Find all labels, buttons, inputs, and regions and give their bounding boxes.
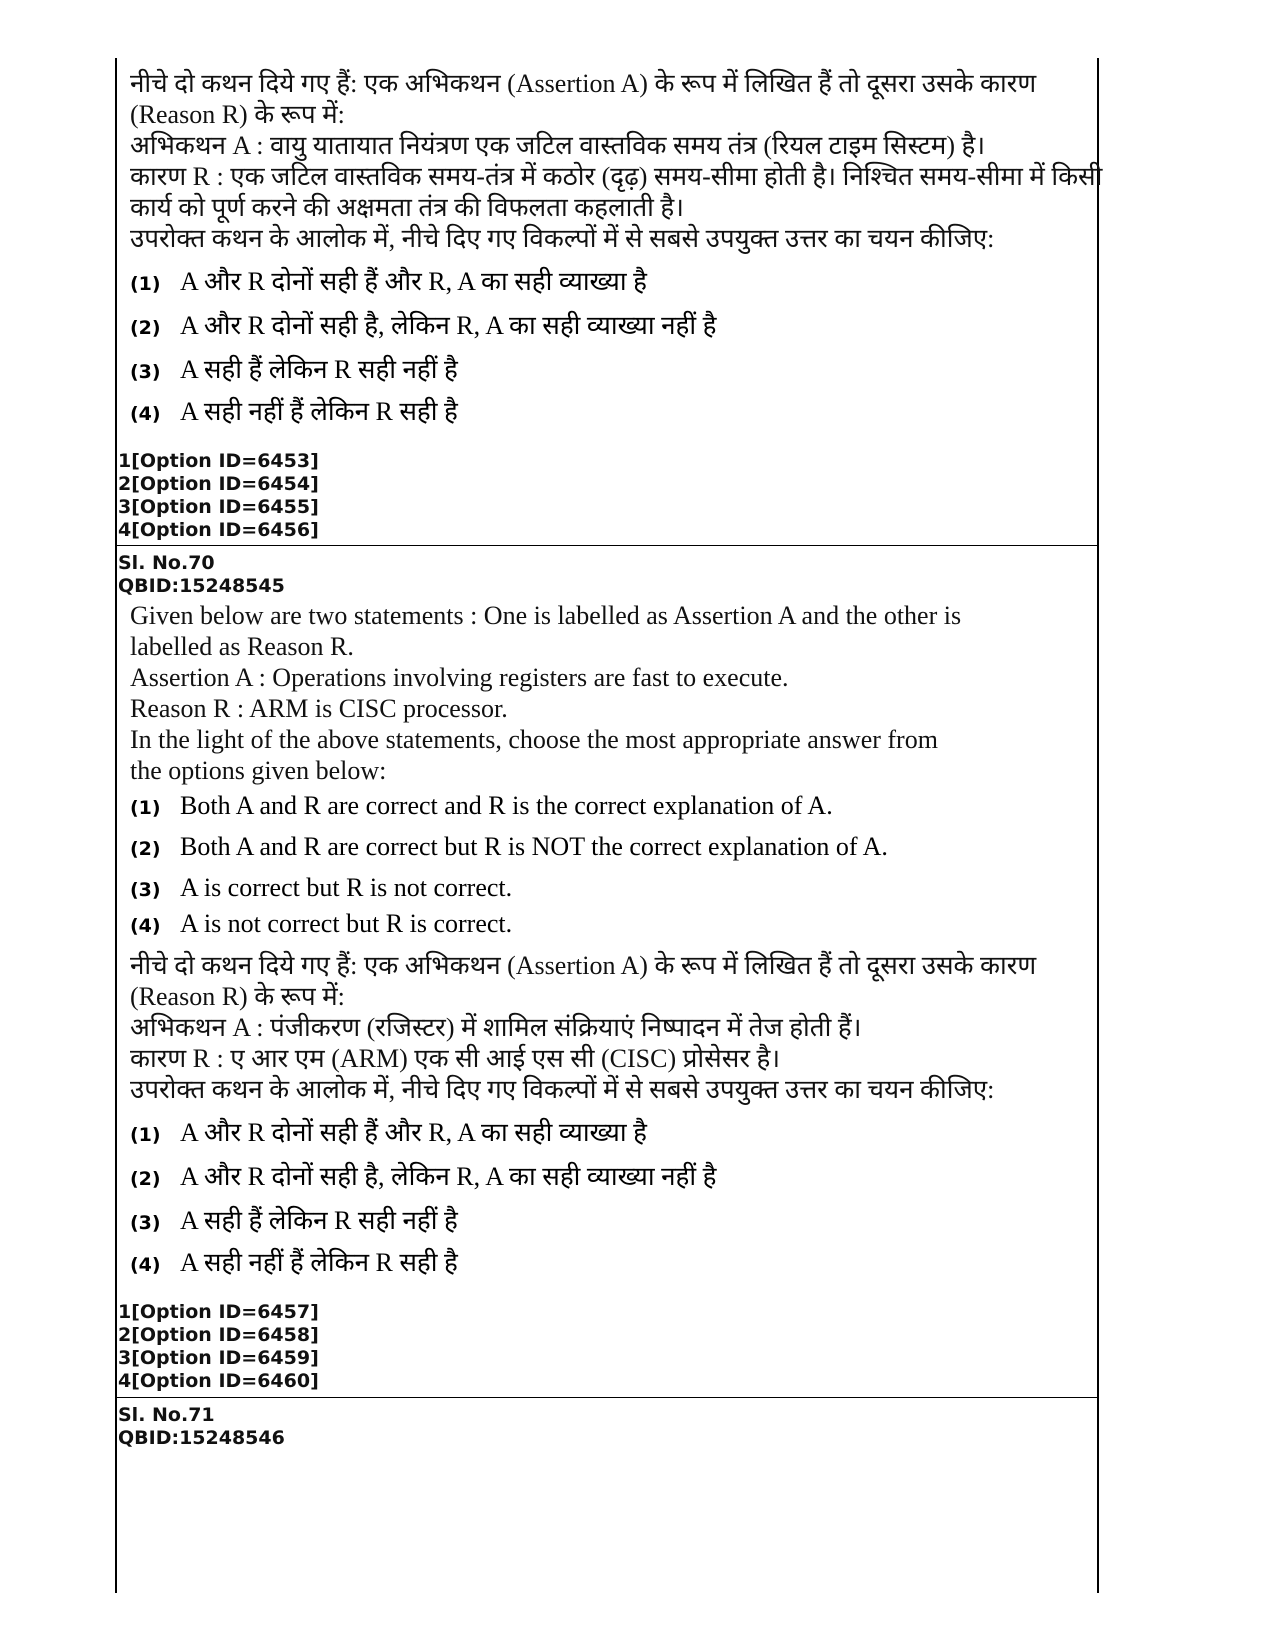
q70-hindi-option-2 bbox=[130, 1157, 716, 1193]
option-id: 1[Option ID=6457] bbox=[118, 1301, 319, 1323]
q70-english-line: In the light of the above statements, choose the most appropriate answer from bbox=[130, 725, 938, 754]
option-number: (3) bbox=[130, 361, 161, 383]
option-text: A is not correct but R is correct. bbox=[180, 909, 513, 938]
q70-hindi-line: उपरोक्त कथन के आलोक में, नीचे दिए गए विकल्पों में से सबसे उपयुक्त उत्तर का चयन कीजिए: bbox=[130, 1075, 995, 1104]
q70-header bbox=[118, 552, 1048, 598]
option-text: A और R दोनों सही हैं और R, A का सही व्याख्या है bbox=[180, 1118, 647, 1147]
option-number: (1) bbox=[130, 797, 161, 819]
q70-english-option-4 bbox=[130, 909, 512, 939]
q70-hindi-line: (Reason R) के रूप में: bbox=[130, 982, 345, 1011]
question-divider bbox=[115, 1397, 1099, 1398]
question-divider bbox=[115, 545, 1099, 546]
q69-hindi-line: (Reason R) के रूप में: bbox=[130, 100, 345, 129]
q70-english-line: Reason R : ARM is CISC processor. bbox=[130, 694, 508, 723]
option-text: A सही नहीं हैं लेकिन R सही है bbox=[180, 397, 458, 426]
q69-hindi-option-1 bbox=[130, 262, 647, 298]
q70-english-line: the options given below: bbox=[130, 756, 387, 785]
q70-hindi-line: कारण R : ए आर एम (ARM) एक सी आई एस सी (CISC) प्रोसेसर है। bbox=[130, 1044, 781, 1073]
option-text: A सही हैं लेकिन R सही नहीं है bbox=[180, 355, 458, 384]
q70-english-option-1 bbox=[130, 791, 833, 821]
q69-hindi-line: नीचे दो कथन दिये गए हैं: एक अभिकथन (Assertion A) के रूप में लिखित हैं तो दूसरा उसके कारण bbox=[130, 69, 1037, 98]
q70-hindi-statement bbox=[130, 950, 1060, 1105]
q69-hindi-option-3 bbox=[130, 350, 458, 386]
option-number: (4) bbox=[130, 915, 161, 937]
q70-english-option-3 bbox=[130, 873, 512, 903]
q70-english-line: labelled as Reason R. bbox=[130, 632, 354, 661]
option-text: A is correct but R is not correct. bbox=[180, 873, 513, 902]
q71-header bbox=[118, 1404, 1048, 1450]
q70-english-line: Given below are two statements : One is labelled as Assertion A and the other is bbox=[130, 601, 962, 630]
option-text: A और R दोनों सही है, लेकिन R, A का सही व्याख्या नहीं है bbox=[180, 311, 717, 340]
option-number: (3) bbox=[130, 1212, 161, 1234]
q70-english-line: Assertion A : Operations involving registers are fast to execute. bbox=[130, 663, 789, 692]
option-number: (2) bbox=[130, 1168, 161, 1190]
q70-option-ids bbox=[118, 1301, 1048, 1393]
q70-hindi-option-3 bbox=[130, 1201, 458, 1237]
q70-english-option-2 bbox=[130, 832, 888, 862]
option-number: (1) bbox=[130, 273, 161, 295]
option-text: Both A and R are correct and R is the correct explanation of A. bbox=[180, 791, 833, 820]
option-number: (2) bbox=[130, 838, 161, 860]
question-bank-id: QBID:15248545 bbox=[118, 575, 285, 597]
option-text: Both A and R are correct but R is NOT the correct explanation of A. bbox=[180, 832, 888, 861]
option-id: 3[Option ID=6455] bbox=[118, 496, 319, 518]
option-text: A सही नहीं हैं लेकिन R सही है bbox=[180, 1248, 458, 1277]
q70-hindi-option-1 bbox=[130, 1113, 647, 1149]
q70-hindi-option-4 bbox=[130, 1243, 458, 1279]
q69-hindi-line: उपरोक्त कथन के आलोक में, नीचे दिए गए विकल्पों में से सबसे उपयुक्त उत्तर का चयन कीजिए: bbox=[130, 224, 995, 253]
q69-hindi-option-4 bbox=[130, 392, 458, 428]
option-text: A और R दोनों सही है, लेकिन R, A का सही व्याख्या नहीं है bbox=[180, 1162, 717, 1191]
q69-hindi-line: कार्य को पूर्ण करने की अक्षमता तंत्र की विफलता कहलाती है। bbox=[130, 193, 685, 222]
option-number: (4) bbox=[130, 1254, 161, 1276]
option-number: (4) bbox=[130, 403, 161, 425]
q70-english-statement bbox=[130, 600, 1060, 786]
option-id: 3[Option ID=6459] bbox=[118, 1347, 319, 1369]
q70-hindi-line: नीचे दो कथन दिये गए हैं: एक अभिकथन (Assertion A) के रूप में लिखित हैं तो दूसरा उसके कारण bbox=[130, 951, 1037, 980]
option-id: 1[Option ID=6453] bbox=[118, 450, 319, 472]
option-number: (1) bbox=[130, 1124, 161, 1146]
question-bank-id: QBID:15248546 bbox=[118, 1427, 285, 1449]
q69-option-ids bbox=[118, 450, 1048, 542]
option-number: (2) bbox=[130, 317, 161, 339]
q69-hindi-line: अभिकथन A : वायु यातायात नियंत्रण एक जटिल वास्तविक समय तंत्र (रियल टाइम सिस्टम) है। bbox=[130, 131, 986, 160]
option-id: 4[Option ID=6456] bbox=[118, 519, 319, 541]
q69-hindi-option-2 bbox=[130, 306, 716, 342]
q69-hindi-statement bbox=[130, 68, 1103, 254]
option-id: 4[Option ID=6460] bbox=[118, 1370, 319, 1392]
serial-number: Sl. No.71 bbox=[118, 1404, 215, 1426]
option-id: 2[Option ID=6454] bbox=[118, 473, 319, 495]
option-text: A और R दोनों सही हैं और R, A का सही व्याख्या है bbox=[180, 267, 647, 296]
option-text: A सही हैं लेकिन R सही नहीं है bbox=[180, 1206, 458, 1235]
option-number: (3) bbox=[130, 879, 161, 901]
option-id: 2[Option ID=6458] bbox=[118, 1324, 319, 1346]
q70-hindi-line: अभिकथन A : पंजीकरण (रजिस्टर) में शामिल संक्रियाएं निष्पादन में तेज होती हैं। bbox=[130, 1013, 862, 1042]
q69-hindi-line: कारण R : एक जटिल वास्तविक समय-तंत्र में कठोर (दृढ़) समय-सीमा होती है। निश्चित समय-सीमा में किसी bbox=[130, 162, 1103, 191]
serial-number: Sl. No.70 bbox=[118, 552, 215, 574]
